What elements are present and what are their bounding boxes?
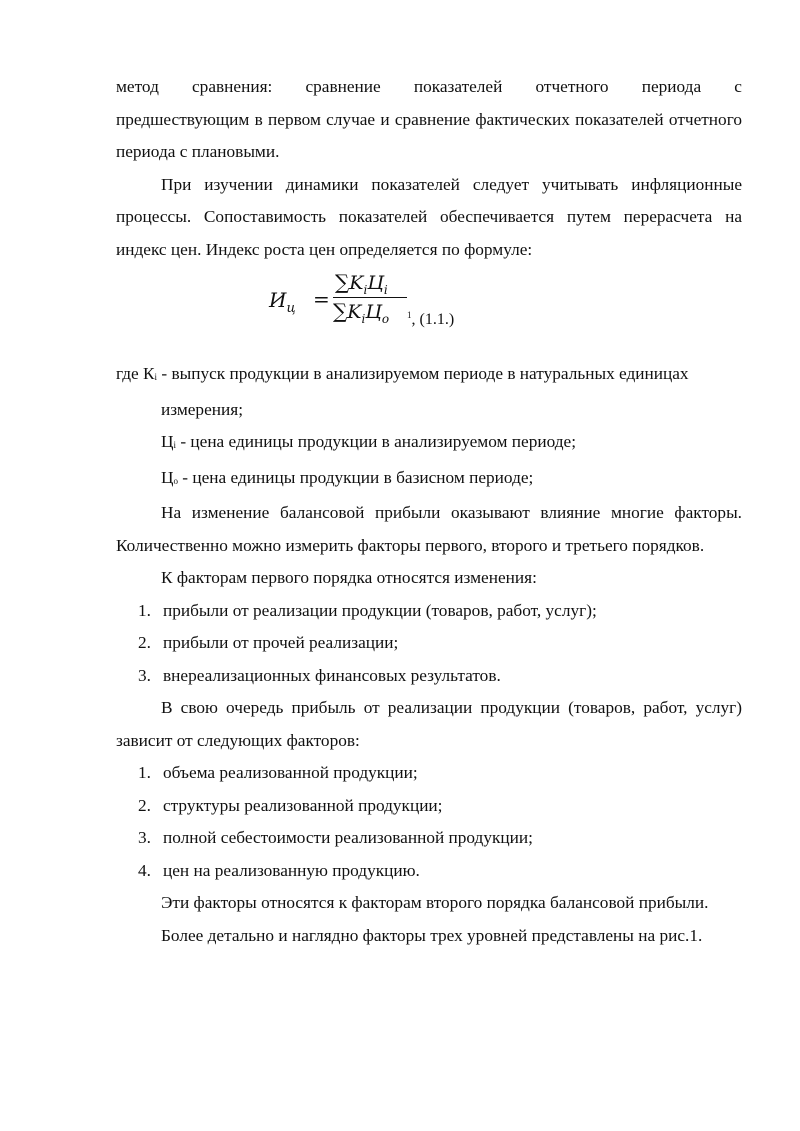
word: сравнения: bbox=[192, 77, 273, 96]
definition-ki-cont: измерения; bbox=[161, 399, 243, 419]
formula-number: $^1$, (1.1.) bbox=[407, 310, 455, 328]
formula-numerator: $\sum K_iЦ_i$ bbox=[335, 270, 388, 297]
paragraph-second-order: Эти факторы относятся к факторам второго порядка балансовой прибыли. bbox=[161, 893, 709, 912]
formula-denominator: $\sum K_iЦ_o$ bbox=[333, 299, 390, 326]
list-sales-factors bbox=[116, 757, 742, 887]
word: сравнение bbox=[305, 77, 381, 96]
definition-c0: Цo - цена единицы продукции в базисном периоде; bbox=[161, 467, 534, 487]
paragraph-inflation: При изучении динамики показателей следует учитывать инфляционные процессы. Сопоставимость показателей обеспечивается путем перерасчета на индекс цен. Индекс роста цен определяется по формуле: bbox=[116, 174, 742, 259]
definition-ki: где Кi - выпуск продукции в анализируемом периоде в натуральных единицах bbox=[116, 364, 689, 383]
formula-block bbox=[116, 266, 742, 358]
paragraph-sales-profit: В свою очередь прибыль от реализации продукции (товаров, работ, услуг) зависит от следующих факторов: bbox=[116, 698, 742, 750]
word: с bbox=[734, 77, 742, 96]
word: периода bbox=[641, 77, 702, 96]
list-first-order-factors bbox=[116, 595, 742, 693]
word: отчетного bbox=[535, 77, 609, 96]
list-item: 2. структуры реализованной продукции; bbox=[138, 795, 443, 815]
list-item: 1. прибыли от реализации продукции (товаров, работ, услуг); bbox=[138, 600, 597, 620]
fraction-bar bbox=[333, 297, 407, 298]
formula-equals: = bbox=[313, 287, 330, 311]
list-item: 1. объема реализованной продукции; bbox=[138, 763, 418, 782]
page-content bbox=[116, 71, 742, 952]
list-item: 4. цен на реализованную продукцию. bbox=[138, 860, 420, 880]
paragraph-figure-ref: Более детально и наглядно факторы трех уровней представлены на рис.1. bbox=[161, 925, 703, 945]
formula-lhs: $И_ц$ bbox=[269, 288, 296, 316]
definition-ci: Цi - цена единицы продукции в анализируемом периоде; bbox=[161, 432, 577, 451]
paragraph-method-rest: предшествующим в первом случае и сравнение фактических показателей отчетного периода с плановыми. bbox=[116, 109, 742, 161]
list-item: 2. прибыли от прочей реализации; bbox=[138, 633, 399, 652]
paragraph-factors: На изменение балансовой прибыли оказывают влияние многие факторы. Количественно можно измерить факторы первого, второго и третьего порядков. bbox=[116, 503, 742, 555]
list-item: 3. полной себестоимости реализованной продукции; bbox=[138, 828, 533, 847]
list-item: 3. внереализационных финансовых результатов. bbox=[138, 665, 501, 685]
paragraph-first-order: К факторам первого порядка относятся изменения: bbox=[161, 568, 537, 587]
word: метод bbox=[116, 77, 159, 96]
paragraph-method-line1 bbox=[116, 71, 742, 104]
word: показателей bbox=[413, 77, 503, 96]
